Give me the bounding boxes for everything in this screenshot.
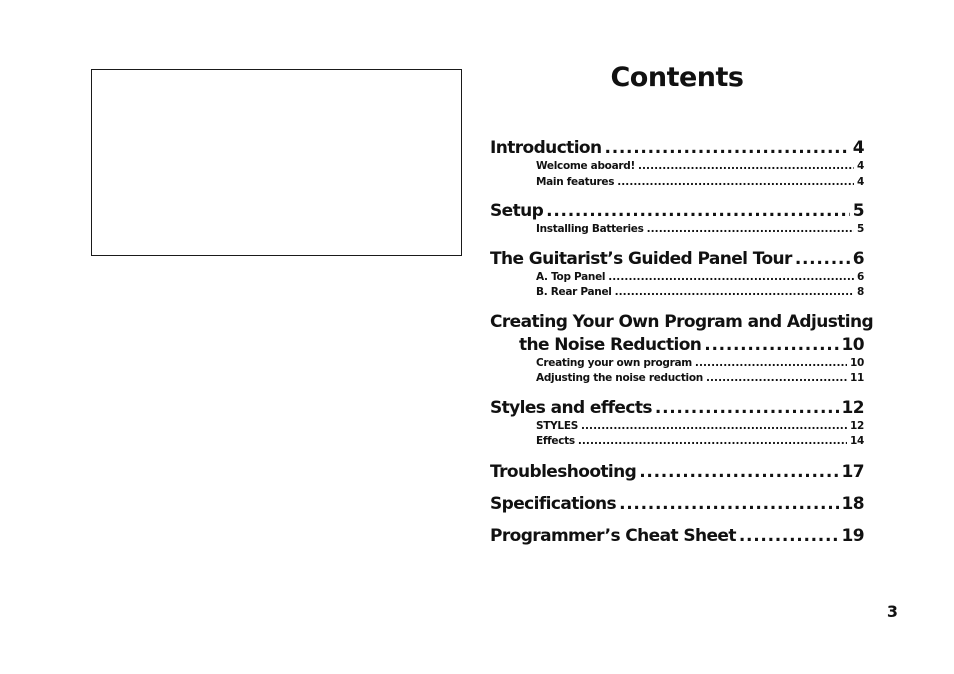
toc-entry-label: Styles and effects (490, 397, 652, 418)
leader-dots (695, 356, 847, 372)
toc-page-number: 6 (856, 270, 864, 283)
toc-subentry-label: A. Top Panel (536, 270, 606, 283)
toc-page-number: 10 (841, 334, 864, 355)
page-number: 3 (886, 602, 898, 621)
toc-subentry[interactable] (490, 175, 864, 191)
toc-subentry[interactable] (490, 434, 864, 450)
toc-entry-introduction[interactable] (490, 137, 864, 159)
leader-dots (615, 285, 854, 301)
toc-subentry[interactable] (490, 419, 864, 435)
toc-subentry-label: Installing Batteries (536, 223, 644, 235)
toc-page-number: 5 (856, 223, 864, 235)
leader-dots (608, 270, 854, 286)
image-placeholder-box (91, 69, 462, 256)
leader-dots (739, 525, 839, 547)
toc-entry-panel-tour[interactable] (490, 248, 864, 270)
leader-dots (795, 248, 850, 270)
toc-entry-label: Introduction (490, 138, 602, 158)
toc-subentry[interactable] (490, 285, 864, 301)
toc-subentry[interactable] (490, 356, 864, 372)
toc-entry-styles[interactable] (490, 397, 864, 419)
toc-subentry-label: Adjusting the noise reduction (536, 372, 703, 384)
toc-subentry-label: Effects (536, 435, 575, 447)
toc-page-number: 4 (856, 175, 864, 188)
toc-subentry-label: STYLES (536, 419, 578, 432)
toc-page-number: 4 (852, 138, 864, 158)
page-title: Contents (610, 62, 744, 93)
toc-page-number: 12 (841, 397, 864, 418)
toc-subentry-label: B. Rear Panel (536, 286, 612, 298)
toc-page-number: 14 (849, 435, 864, 447)
toc-page-number: 12 (849, 419, 864, 432)
toc-entry-label: Programmer’s Cheat Sheet (490, 525, 736, 546)
toc-page-number: 5 (852, 201, 864, 221)
leader-dots (605, 137, 850, 159)
toc-page-number: 11 (849, 372, 864, 384)
leader-dots (647, 222, 854, 238)
leader-dots (639, 461, 838, 483)
toc-entry-label: Specifications (490, 493, 617, 514)
leader-dots (638, 159, 854, 175)
leader-dots (578, 434, 847, 450)
toc-page-number: 17 (841, 461, 864, 482)
toc-entry-label: The Guitarist’s Guided Panel Tour (490, 248, 792, 269)
leader-dots (617, 175, 854, 191)
toc-subentry[interactable] (490, 270, 864, 286)
leader-dots (581, 419, 847, 435)
leader-dots (619, 493, 838, 515)
toc-entry-label: the Noise Reduction (519, 334, 702, 355)
toc-entry-troubleshooting[interactable] (490, 461, 864, 483)
toc-subentry-label: Creating your own program (536, 356, 692, 369)
leader-dots (546, 200, 850, 222)
leader-dots (706, 371, 847, 387)
toc-subentry-label: Welcome aboard! (536, 160, 635, 172)
toc-page-number: 10 (849, 356, 864, 369)
toc-entry-label: Setup (490, 201, 544, 221)
toc-subentry[interactable] (490, 222, 864, 238)
toc-page-number: 18 (841, 493, 864, 514)
toc-entry-program-line1[interactable]: Creating Your Own Program and Adjusting (490, 311, 874, 332)
toc-page-number: 8 (856, 286, 864, 298)
leader-dots (704, 334, 838, 356)
toc-entry-specifications[interactable] (490, 493, 864, 515)
leader-dots (655, 397, 839, 419)
toc-page-number: 19 (841, 525, 864, 546)
toc-subentry[interactable] (490, 371, 864, 387)
toc-entry-setup[interactable] (490, 200, 864, 222)
toc-subentry-label: Main features (536, 175, 615, 188)
toc-page-number: 4 (856, 160, 864, 172)
table-of-contents (490, 137, 874, 547)
toc-entry-label: Troubleshooting (490, 461, 637, 482)
toc-entry-cheat-sheet[interactable] (490, 525, 864, 547)
toc-entry-program-line2[interactable] (490, 334, 864, 356)
toc-subentry[interactable] (490, 159, 864, 175)
toc-page-number: 6 (852, 248, 864, 269)
